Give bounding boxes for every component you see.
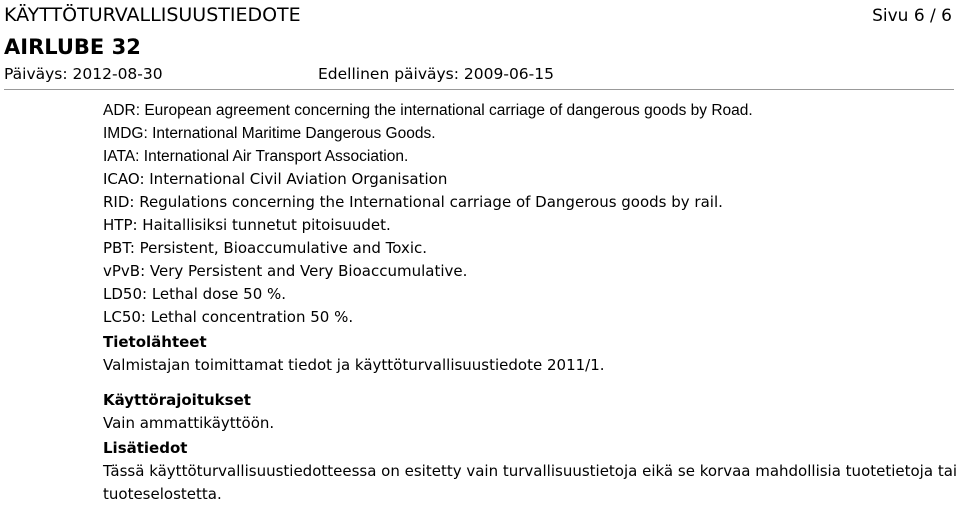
abbreviation-icao: ICAO: International Civil Aviation Organisation	[103, 170, 448, 188]
abbreviation-rid: RID: Regulations concerning the International carriage of Dangerous goods by rail.	[103, 193, 723, 211]
abbreviation-adr: ADR: European agreement concerning the international carriage of dangerous goods by Road.	[103, 102, 753, 119]
additional-info-text: Tässä käyttöturvallisuustiedotteessa on esitetty vain turvallisuustietoja eikä se korvaa mahdollisia tuotetietoja tai tuoteselostetta.	[103, 462, 958, 503]
product-name: AIRLUBE 32	[4, 35, 141, 59]
document-body	[103, 99, 958, 506]
document-title: KÄYTTÖTURVALLISUUSTIEDOTE	[4, 4, 301, 26]
abbreviation-ld50: LD50: Lethal dose 50 %.	[103, 285, 287, 303]
restrictions-text: Vain ammattikäyttöön.	[103, 414, 275, 432]
restrictions-heading: Käyttörajoitukset	[103, 391, 251, 409]
abbreviation-pbt: PBT: Persistent, Bioaccumulative and Toxic.	[103, 239, 428, 257]
abbreviation-lc50: LC50: Lethal concentration 50 %.	[103, 308, 354, 326]
sources-heading: Tietolähteet	[103, 333, 207, 351]
previous-date: Edellinen päiväys: 2009-06-15	[318, 65, 554, 83]
abbreviation-list	[103, 99, 955, 329]
sources-text: Valmistajan toimittamat tiedot ja käyttöturvallisuustiedote 2011/1.	[103, 356, 605, 374]
header-divider	[4, 89, 954, 90]
abbreviation-imdg: IMDG: International Maritime Dangerous Goods.	[103, 125, 436, 142]
additional-info-heading: Lisätiedot	[103, 439, 188, 457]
page-number: Sivu 6 / 6	[872, 6, 952, 26]
abbreviation-htp: HTP: Haitallisiksi tunnetut pitoisuudet.	[103, 216, 391, 234]
document-date: Päiväys: 2012-08-30	[4, 65, 163, 83]
abbreviation-iata: IATA: International Air Transport Association.	[103, 148, 409, 165]
abbreviation-vpvb: vPvB: Very Persistent and Very Bioaccumulative.	[103, 262, 468, 280]
